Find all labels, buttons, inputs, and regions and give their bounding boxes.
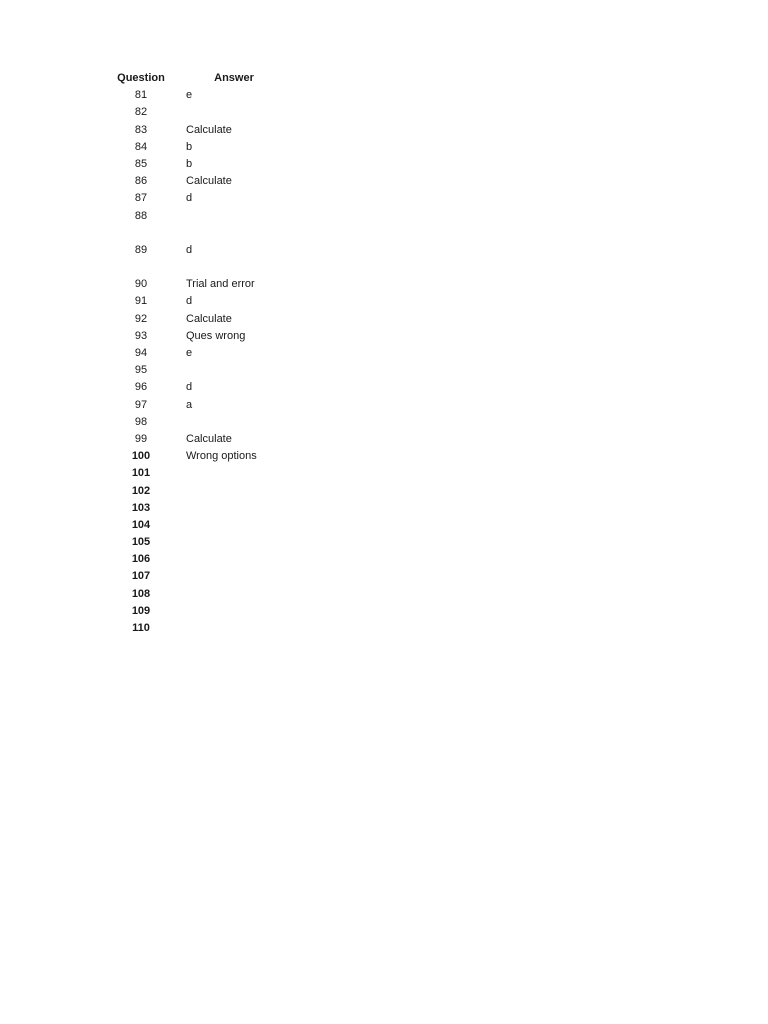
question-number: 87 xyxy=(134,192,148,205)
table-row xyxy=(108,156,308,173)
question-number: 82 xyxy=(134,106,148,119)
table-row xyxy=(108,190,308,207)
table-row xyxy=(108,293,308,310)
answer-cell: Calculate xyxy=(186,312,232,325)
table-row xyxy=(108,568,308,585)
table-row xyxy=(108,259,308,293)
answer-cell: Trial and error xyxy=(186,278,255,291)
answer-cell: a xyxy=(186,398,193,411)
question-number: 109 xyxy=(131,604,151,617)
answer-cell: Ques wrong xyxy=(186,329,246,342)
question-number: 89 xyxy=(134,243,148,256)
question-number: 96 xyxy=(134,381,148,394)
question-number: 81 xyxy=(134,89,148,102)
question-number: 93 xyxy=(134,329,148,342)
answer-header: Answer xyxy=(214,72,254,84)
table-row xyxy=(108,87,308,104)
table-row xyxy=(108,551,308,568)
question-number: 94 xyxy=(134,347,148,360)
table-row xyxy=(108,208,308,225)
question-number: 101 xyxy=(131,467,151,480)
table-row xyxy=(108,328,308,345)
table-row xyxy=(108,448,308,465)
table-row xyxy=(108,345,308,362)
answer-cell: d xyxy=(186,295,193,308)
table-row xyxy=(108,139,308,156)
table-row xyxy=(108,517,308,534)
answer-cell: e xyxy=(186,347,193,360)
question-number: 86 xyxy=(134,175,148,188)
table-row xyxy=(108,362,308,379)
question-number: 100 xyxy=(131,450,151,463)
question-number: 102 xyxy=(131,484,151,497)
answer-sheet xyxy=(108,70,308,637)
header-row xyxy=(108,70,308,87)
table-row xyxy=(108,620,308,637)
answer-cell: b xyxy=(186,140,193,153)
answer-cell: Wrong options xyxy=(186,450,257,463)
question-number: 92 xyxy=(134,312,148,325)
table-row xyxy=(108,603,308,620)
question-number: 85 xyxy=(134,157,148,170)
question-number: 95 xyxy=(134,364,148,377)
question-number: 84 xyxy=(134,140,148,153)
question-number: 108 xyxy=(131,587,151,600)
question-number: 98 xyxy=(134,415,148,428)
table-row xyxy=(108,379,308,396)
answer-cell: d xyxy=(186,192,193,205)
question-number: 97 xyxy=(134,398,148,411)
question-number: 104 xyxy=(131,518,151,531)
table-row xyxy=(108,173,308,190)
table-row xyxy=(108,225,308,259)
table-row xyxy=(108,534,308,551)
question-number: 105 xyxy=(131,536,151,549)
answer-cell: Calculate xyxy=(186,175,232,188)
question-number: 107 xyxy=(131,570,151,583)
question-number: 90 xyxy=(134,278,148,291)
table-row xyxy=(108,465,308,482)
question-number: 91 xyxy=(134,295,148,308)
table-row xyxy=(108,311,308,328)
question-number: 103 xyxy=(131,501,151,514)
table-row xyxy=(108,397,308,414)
question-number: 83 xyxy=(134,123,148,136)
answer-cell: b xyxy=(186,157,193,170)
question-number: 106 xyxy=(131,553,151,566)
question-number: 99 xyxy=(134,432,148,445)
answer-cell: Calculate xyxy=(186,432,232,445)
answer-cell: d xyxy=(186,381,193,394)
table-row xyxy=(108,431,308,448)
question-number: 110 xyxy=(132,622,150,635)
answer-cell: e xyxy=(186,89,193,102)
table-row xyxy=(108,500,308,517)
table-row xyxy=(108,483,308,500)
table-row xyxy=(108,586,308,603)
answer-cell: Calculate xyxy=(186,123,232,136)
question-header: Question xyxy=(117,72,165,84)
table-row xyxy=(108,104,308,121)
table-row xyxy=(108,122,308,139)
table-row xyxy=(108,414,308,431)
answer-cell: d xyxy=(186,243,193,256)
question-number: 88 xyxy=(134,209,148,222)
